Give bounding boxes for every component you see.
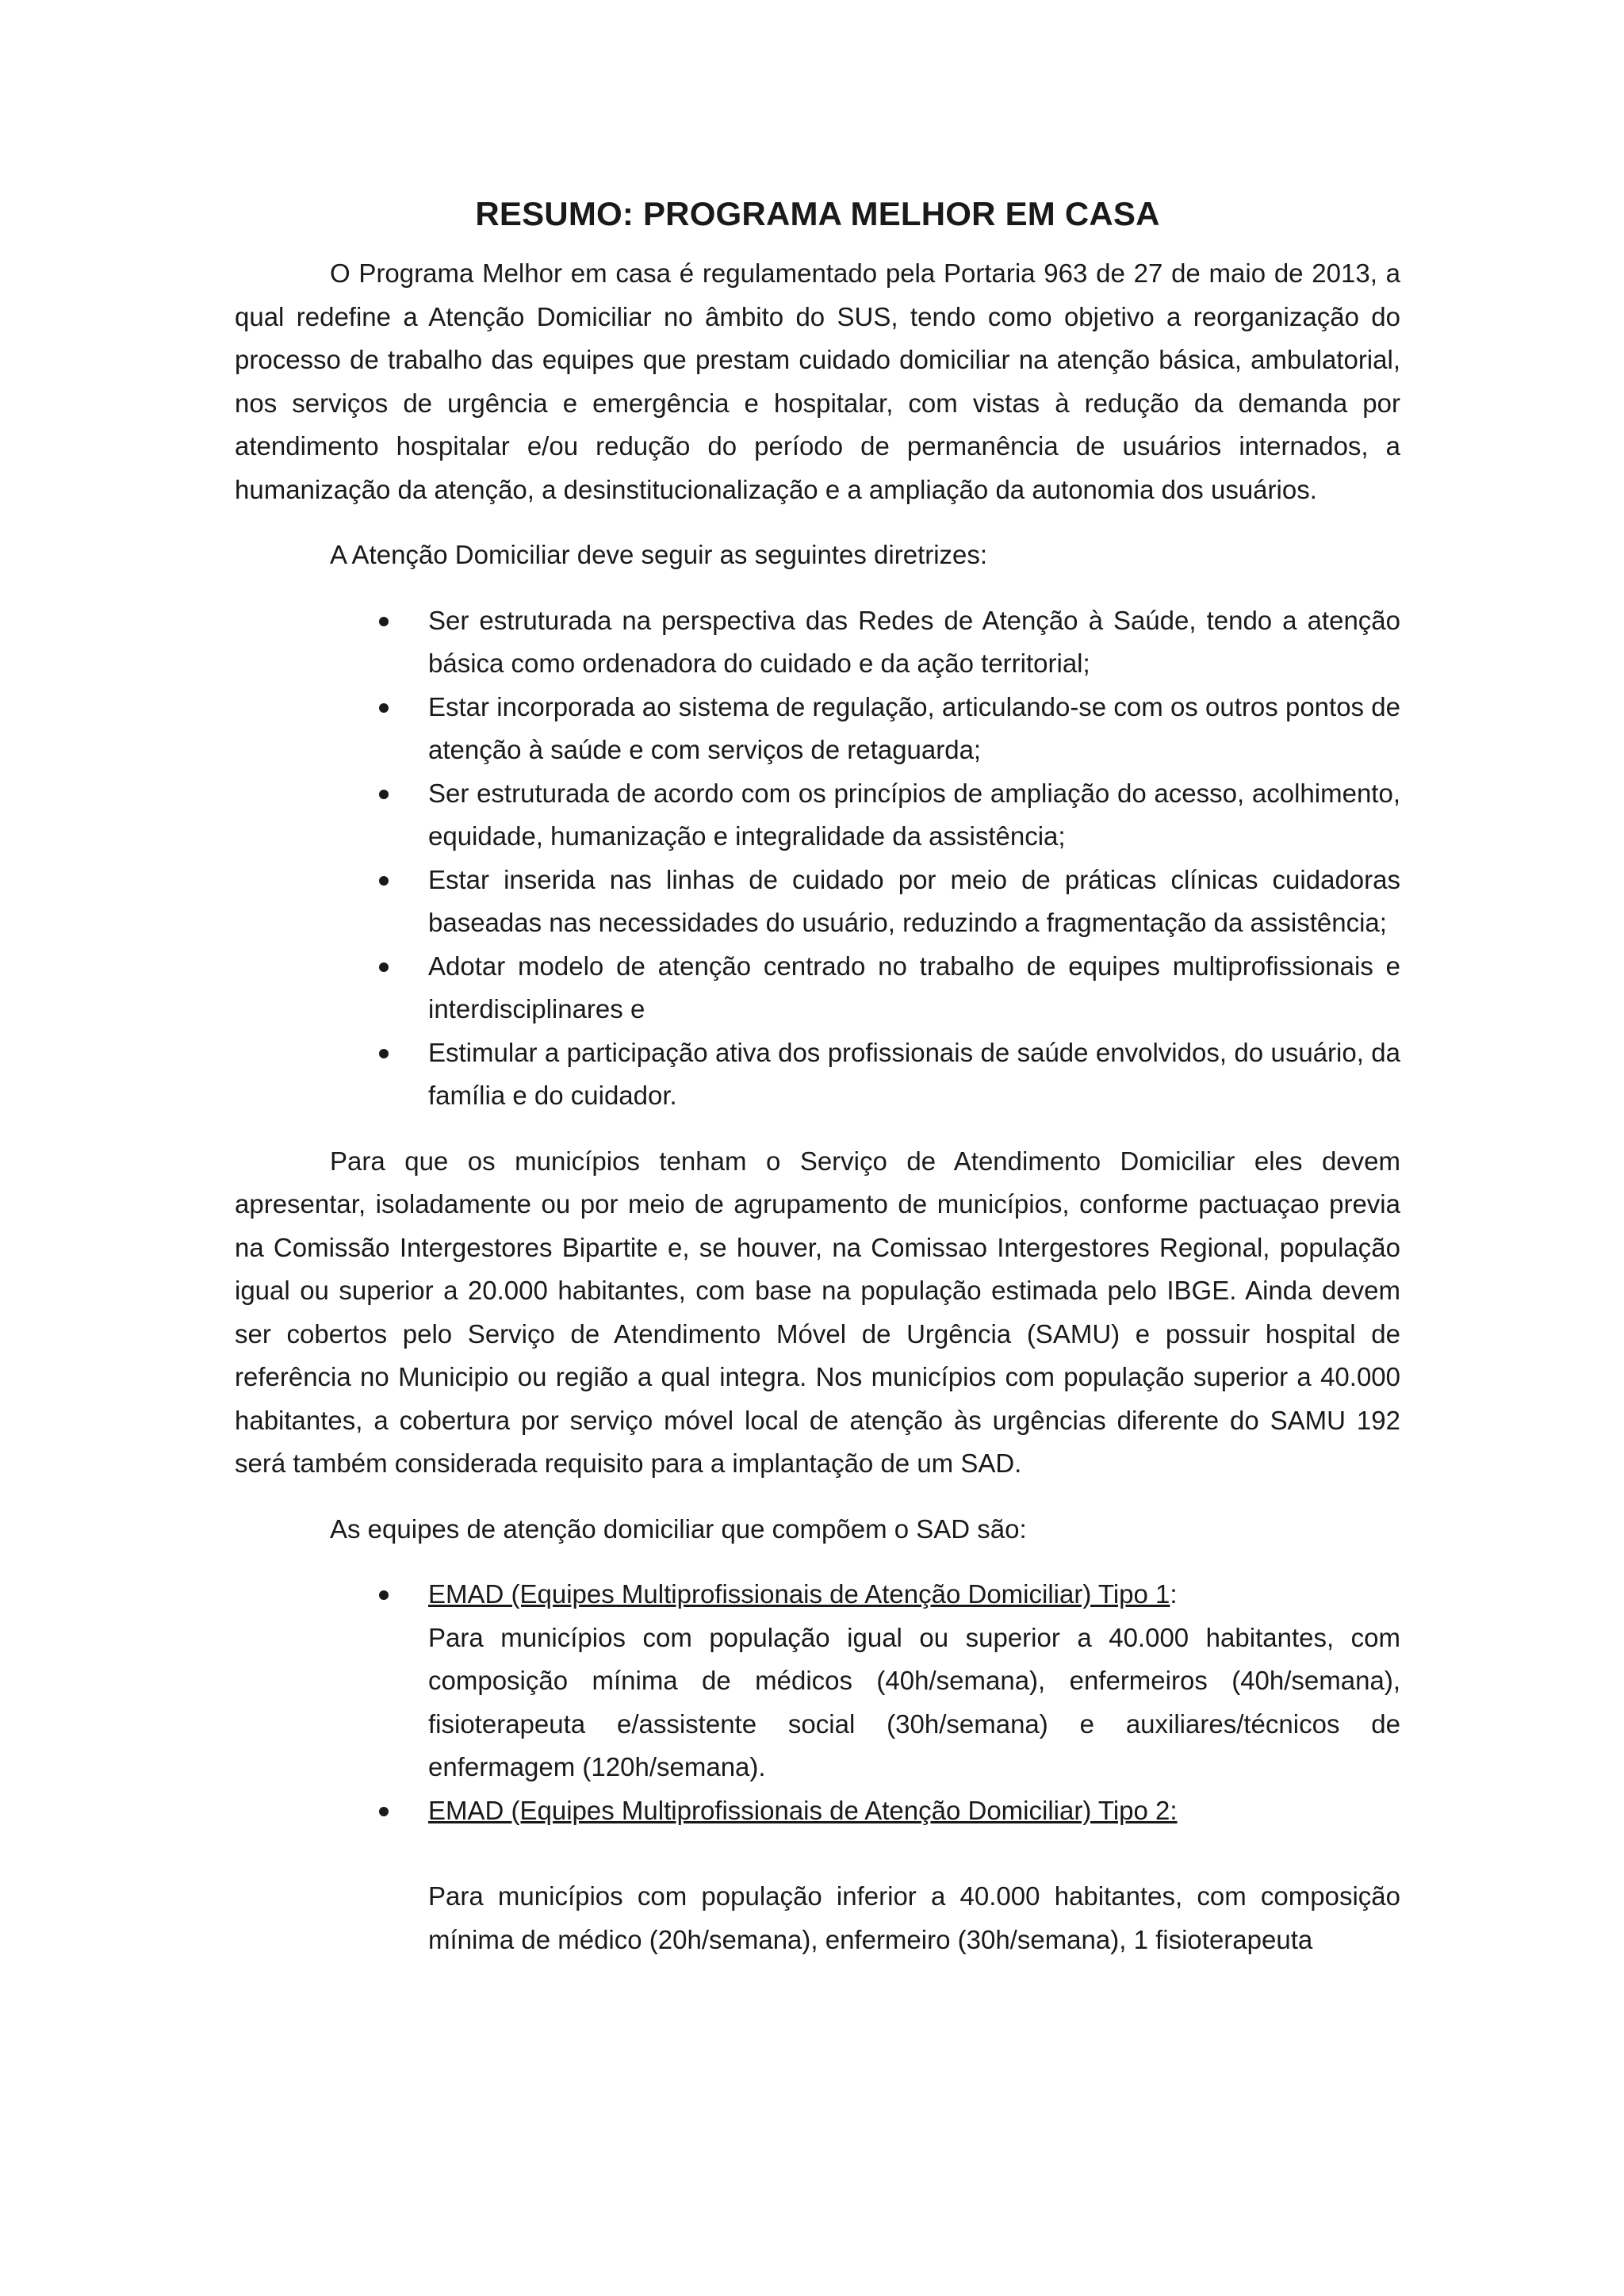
emad-tipo-2-text: Para municípios com população inferior a 40.000 habitantes, com composição mínima de médico (20h/semana), enfermeiro (30h/semana), 1 fisioterapeuta [428,1881,1400,1954]
blank-line [428,1832,1400,1875]
bullet-icon [379,962,389,972]
list-item-text: Estar inserida nas linhas de cuidado por meio de práticas clínicas cuidadoras baseadas nas necessidades do usuário, reduzindo a fragmentação da assistência; [428,864,1400,937]
paragraph-requisitos: Para que os municípios tenham o Serviço de Atendimento Domiciliar eles devem apresentar, isoladamente ou por meio de agrupamento de municípios, conforme pactuaçao previa na Comissão Intergestores Bipartite e, se houver, na Comissao Intergestores Regional, população igual ou superior a 20.000 habitantes, com base na população estimada pelo IBGE. Ainda devem ser cobertos pelo Serviço de Atendimento Móvel de Urgência (SAMU) e possuir hospital de referência no Municipio ou região a qual integra. Nos municípios com população superior a 40.000 habitantes, a cobertura por serviço móvel local de atenção às urgências diferente do SAMU 192 será também considerada requisito para a implantação de um SAD. [235,1146,1400,1478]
list-item-text: Ser estruturada de acordo com os princípios de ampliação do acesso, acolhimento, equidade, humanização e integralidade da assistência; [428,778,1400,851]
page-title: RESUMO: PROGRAMA MELHOR EM CASA [475,195,1160,232]
emad-tipo-2-heading: EMAD (Equipes Multiprofissionais de Atenção Domiciliar) Tipo 2: [428,1795,1178,1825]
bullet-icon [379,876,389,886]
diretrizes-list [235,599,1400,1118]
list-item [235,599,1400,686]
list-item [235,945,1400,1031]
list-item [235,686,1400,772]
list-item-text: Adotar modelo de atenção centrado no trabalho de equipes multiprofissionais e interdisciplinares e [428,951,1400,1024]
paragraph-intro: O Programa Melhor em casa é regulamentado pela Portaria 963 de 27 de maio de 2013, a qual redefine a Atenção Domiciliar no âmbito do SUS, tendo como objetivo a reorganização do processo de trabalho das equipes que prestam cuidado domiciliar na atenção básica, ambulatorial, nos serviços de urgência e emergência e hospitalar, com vistas à redução da demanda por atendimento hospitalar e/ou redução do período de permanência de usuários internados, a humanização da atenção, a desinstitucionalização e a ampliação da autonomia dos usuários. [235,258,1400,504]
list-item-emad-tipo-2 [235,1789,1400,1962]
paragraph-equipes-intro: As equipes de atenção domiciliar que compõem o SAD são: [330,1513,1027,1544]
paragraph-diretrizes-intro: A Atenção Domiciliar deve seguir as seguintes diretrizes: [330,540,988,569]
list-item-text: Ser estruturada na perspectiva das Redes de Atenção à Saúde, tendo a atenção básica como ordenadora do cuidado e da ação territorial; [428,605,1400,678]
list-item-emad-tipo-1 [235,1573,1400,1789]
bullet-icon [379,703,389,713]
equipes-list [235,1573,1400,1961]
list-item [235,772,1400,859]
list-item-text: Estar incorporada ao sistema de regulação, articulando-se com os outros pontos de atenção à saúde e com serviços de retaguarda; [428,691,1400,764]
emad-tipo-1-heading-colon: : [1170,1579,1178,1609]
emad-tipo-1-text: Para municípios com população igual ou superior a 40.000 habitantes, com composição mínima de médicos (40h/semana), enfermeiros (40h/semana), fisioterapeuta e/assistente social (30h/semana) e auxiliares/técnicos de enfermagem (120h/semana). [428,1622,1400,1781]
document-body [235,190,1400,1984]
bullet-icon [379,790,389,799]
bullet-icon [379,1807,389,1816]
bullet-icon [379,1590,389,1600]
list-item [235,859,1400,945]
bullet-icon [379,617,389,626]
bullet-icon [379,1049,389,1058]
list-item [235,1031,1400,1118]
list-item-text: Estimular a participação ativa dos profissionais de saúde envolvidos, do usuário, da família e do cuidador. [428,1037,1400,1110]
emad-tipo-1-heading: EMAD (Equipes Multiprofissionais de Atenção Domiciliar) Tipo 1 [428,1579,1170,1609]
